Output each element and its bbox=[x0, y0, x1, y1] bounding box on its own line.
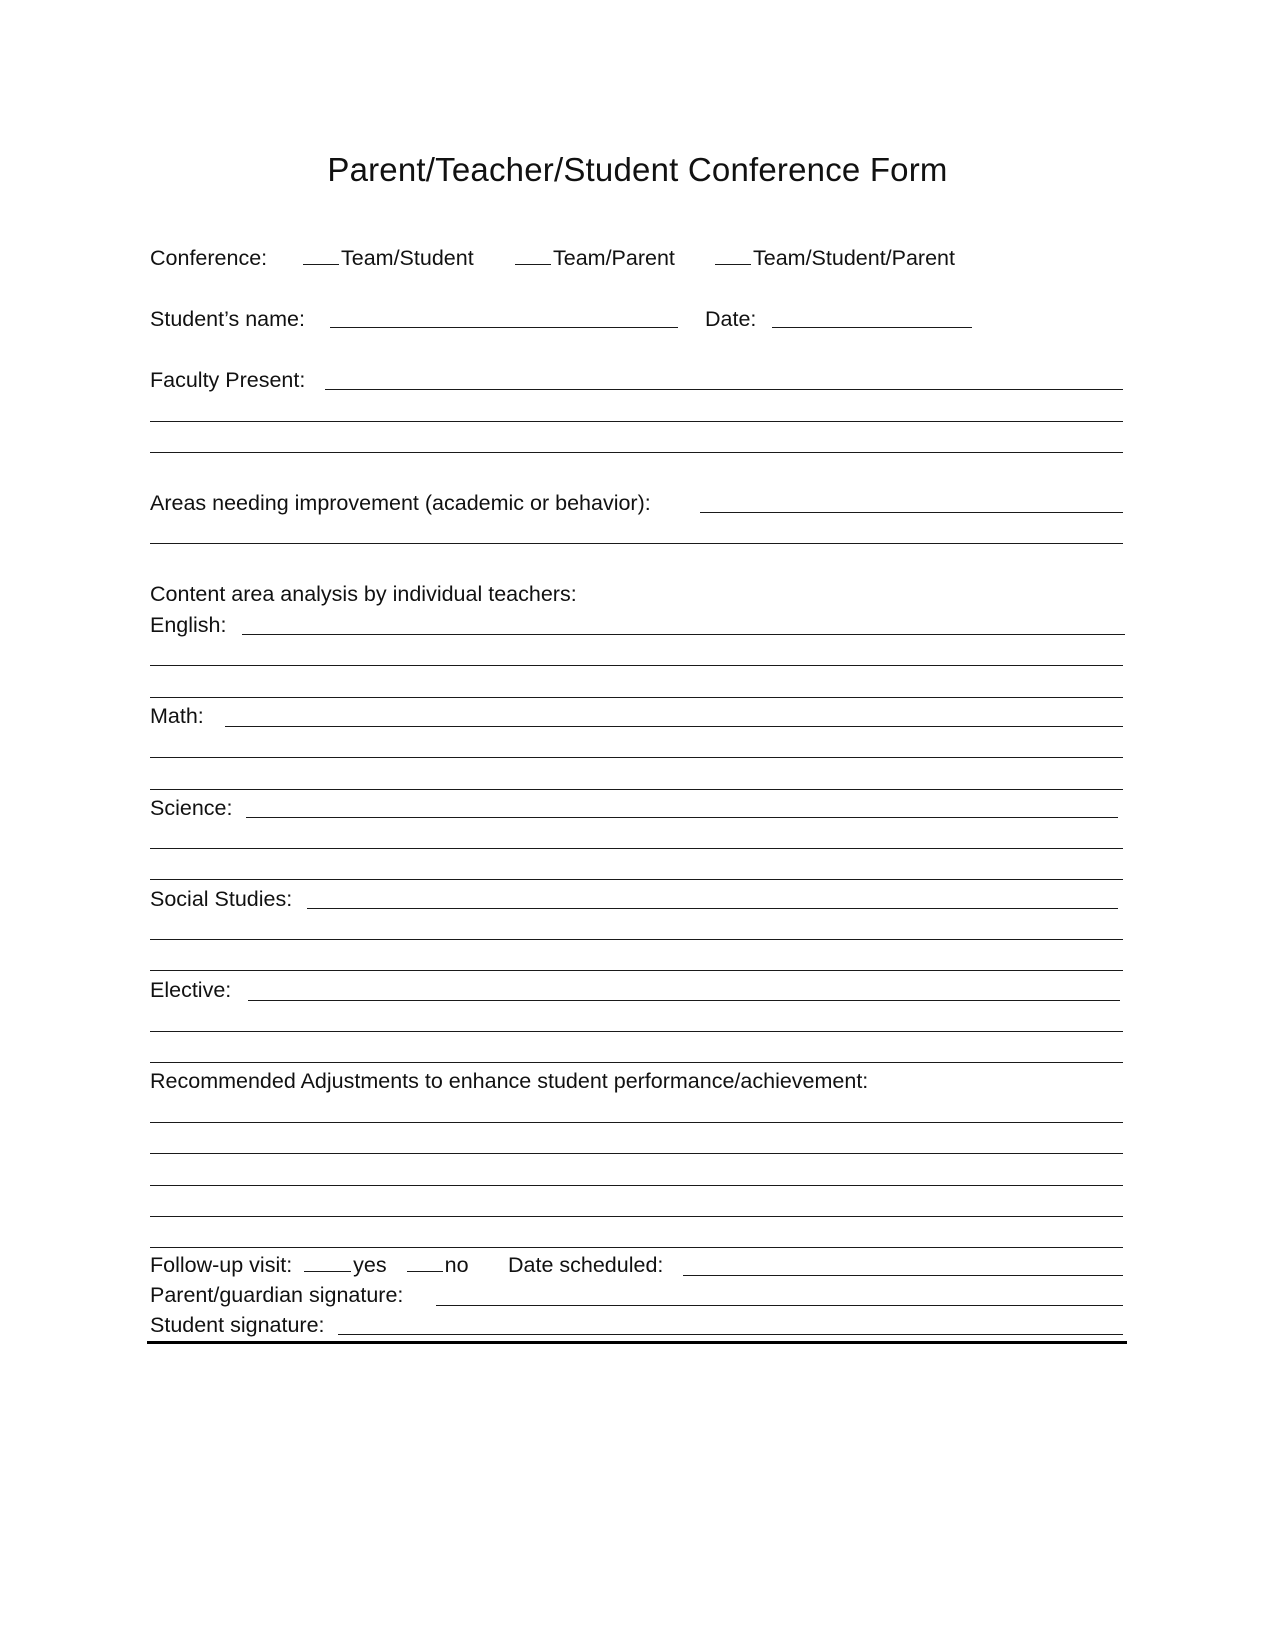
student-signature-field[interactable] bbox=[338, 1334, 1123, 1335]
faculty-present-field[interactable] bbox=[325, 389, 1123, 390]
follow-up-no-label: no bbox=[444, 1253, 469, 1277]
faculty-present-line[interactable] bbox=[150, 421, 1123, 422]
social-studies-line[interactable] bbox=[150, 939, 1123, 940]
content-area-heading: Content area analysis by individual teachers: bbox=[150, 582, 577, 606]
date-field[interactable] bbox=[772, 327, 972, 328]
follow-up-row bbox=[150, 1252, 469, 1278]
student-name-label: Student’s name: bbox=[150, 307, 305, 331]
parent-signature-label: Parent/guardian signature: bbox=[150, 1283, 404, 1307]
conference-option-label: Team/Student bbox=[341, 246, 474, 270]
recommended-adjustments-label: Recommended Adjustments to enhance student performance/achievement: bbox=[150, 1069, 869, 1093]
conference-option-label: Team/Parent bbox=[553, 246, 675, 270]
math-field[interactable] bbox=[225, 726, 1123, 727]
bottom-divider bbox=[147, 1341, 1127, 1344]
social-studies-line[interactable] bbox=[150, 970, 1123, 971]
math-label: Math: bbox=[150, 704, 204, 728]
social-studies-field[interactable] bbox=[307, 908, 1118, 909]
elective-field[interactable] bbox=[248, 1000, 1120, 1001]
conference-checkbox-line[interactable] bbox=[715, 246, 751, 265]
conference-checkbox-line[interactable] bbox=[303, 246, 339, 265]
areas-improvement-label: Areas needing improvement (academic or behavior): bbox=[150, 491, 651, 515]
follow-up-yes-line[interactable] bbox=[304, 1253, 351, 1272]
science-label: Science: bbox=[150, 796, 233, 820]
conference-option-team-parent[interactable] bbox=[515, 245, 675, 271]
conference-label: Conference: bbox=[150, 246, 268, 270]
faculty-present-line[interactable] bbox=[150, 452, 1123, 453]
recommended-adjustments-line[interactable] bbox=[150, 1247, 1123, 1248]
date-scheduled-field[interactable] bbox=[683, 1275, 1123, 1276]
date-scheduled-label: Date scheduled: bbox=[508, 1253, 664, 1277]
recommended-adjustments-line[interactable] bbox=[150, 1153, 1123, 1154]
recommended-adjustments-line[interactable] bbox=[150, 1216, 1123, 1217]
date-label: Date: bbox=[705, 307, 757, 331]
social-studies-label: Social Studies: bbox=[150, 887, 293, 911]
elective-label: Elective: bbox=[150, 978, 232, 1002]
parent-signature-field[interactable] bbox=[436, 1305, 1123, 1306]
recommended-adjustments-line[interactable] bbox=[150, 1185, 1123, 1186]
science-line[interactable] bbox=[150, 879, 1123, 880]
english-line[interactable] bbox=[150, 697, 1123, 698]
student-signature-label: Student signature: bbox=[150, 1313, 325, 1337]
english-field[interactable] bbox=[242, 634, 1125, 635]
faculty-present-label: Faculty Present: bbox=[150, 368, 306, 392]
recommended-adjustments-line[interactable] bbox=[150, 1122, 1123, 1123]
areas-improvement-field[interactable] bbox=[700, 512, 1123, 513]
english-line[interactable] bbox=[150, 665, 1123, 666]
follow-up-label: Follow-up visit: bbox=[150, 1253, 293, 1277]
science-field[interactable] bbox=[246, 817, 1118, 818]
elective-line[interactable] bbox=[150, 1031, 1123, 1032]
science-line[interactable] bbox=[150, 848, 1123, 849]
conference-checkbox-line[interactable] bbox=[515, 246, 551, 265]
math-line[interactable] bbox=[150, 789, 1123, 790]
follow-up-no-line[interactable] bbox=[407, 1253, 443, 1272]
math-line[interactable] bbox=[150, 757, 1123, 758]
conference-option-team-student[interactable] bbox=[303, 245, 474, 271]
conference-option-team-student-parent[interactable] bbox=[715, 245, 955, 271]
student-name-field[interactable] bbox=[330, 327, 678, 328]
elective-line[interactable] bbox=[150, 1062, 1123, 1063]
english-label: English: bbox=[150, 613, 227, 637]
follow-up-yes-label: yes bbox=[353, 1253, 387, 1277]
conference-option-label: Team/Student/Parent bbox=[753, 246, 955, 270]
areas-improvement-line[interactable] bbox=[150, 543, 1123, 544]
form-title: Parent/Teacher/Student Conference Form bbox=[327, 151, 948, 188]
